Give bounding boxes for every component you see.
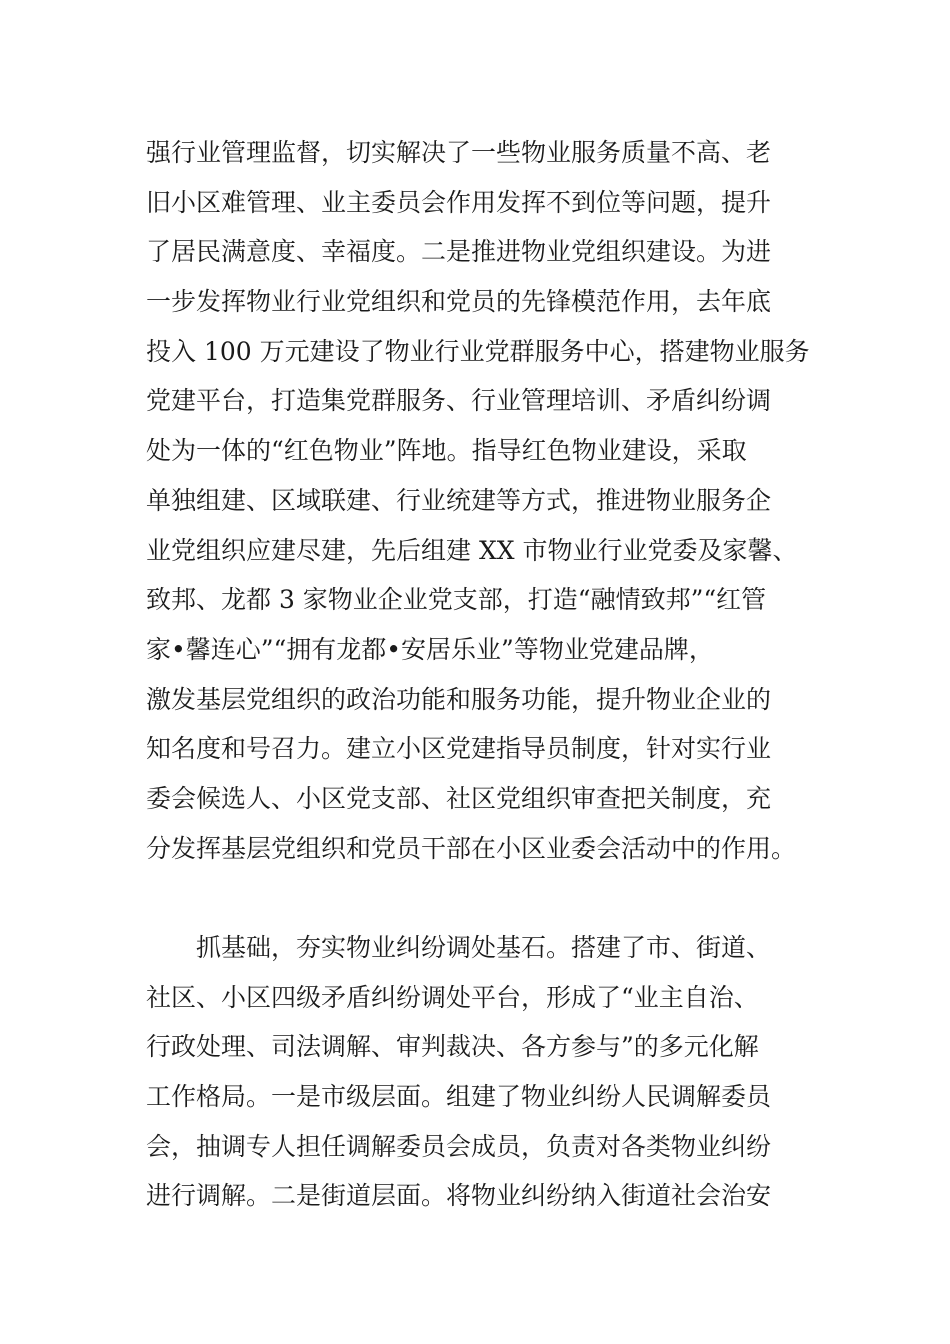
paragraph-1-line: 委会候选人、小区党支部、社区党组织审查把关制度，充: [146, 783, 772, 813]
paragraph-1-line: 旧小区难管理、业主委员会作用发挥不到位等问题，提升: [146, 187, 772, 217]
paragraph-1-line: 投入 100 万元建设了物业行业党群服务中心，搭建物业服务: [146, 336, 810, 366]
paragraph-2-line: 会，抽调专人担任调解委员会成员，负责对各类物业纠纷: [146, 1131, 772, 1161]
paragraph-1-line: 致邦、龙都 3 家物业企业党支部，打造“融情致邦”“红管: [146, 585, 767, 615]
paragraph-1-line: 了居民满意度、幸福度。二是推进物业党组织建设。为进: [146, 237, 772, 267]
paragraph-2-line: 进行调解。二是街道层面。将物业纠纷纳入街道社会治安: [146, 1181, 772, 1211]
paragraph-1-line: 家•馨连心”“拥有龙都•安居乐业”等物业党建品牌，: [146, 634, 714, 664]
paragraph-2-line: 工作格局。一是市级层面。组建了物业纠纷人民调解委员: [146, 1082, 772, 1112]
paragraph-1: [146, 133, 826, 878]
paragraph-2-line: 行政处理、司法调解、审判裁决、各方参与”的多元化解: [146, 1032, 759, 1062]
paragraph-1-line: 党建平台，打造集党群服务、行业管理培训、矛盾纠纷调: [146, 386, 772, 416]
paragraph-1-line: 分发挥基层党组织和党员干部在小区业委会活动中的作用。: [146, 833, 797, 863]
paragraph-1-line: 知名度和号召力。建立小区党建指导员制度，针对实行业: [146, 734, 772, 764]
paragraph-1-line: 处为一体的“红色物业”阵地。指导红色物业建设，采取: [146, 436, 747, 466]
paragraph-1-line: 激发基层党组织的政治功能和服务功能，提升物业企业的: [146, 684, 772, 714]
paragraph-1-line: 单独组建、区域联建、行业统建等方式，推进物业服务企: [146, 485, 772, 515]
paragraph-2: [146, 928, 826, 1226]
paragraph-1-line: 强行业管理监督，切实解决了一些物业服务质量不高、老: [146, 138, 772, 167]
paragraph-1-line: 一步发挥物业行业党组织和党员的先锋模范作用，去年底: [146, 287, 772, 317]
paragraph-2-line: 社区、小区四级矛盾纠纷调处平台，形成了“业主自治、: [146, 982, 759, 1012]
paragraph-1-line: 业党组织应建尽建，先后组建 XX 市物业行业党委及家馨、: [146, 535, 798, 565]
paragraph-2-line: 抓基础，夯实物业纠纷调处基石。搭建了市、街道、: [146, 933, 772, 962]
